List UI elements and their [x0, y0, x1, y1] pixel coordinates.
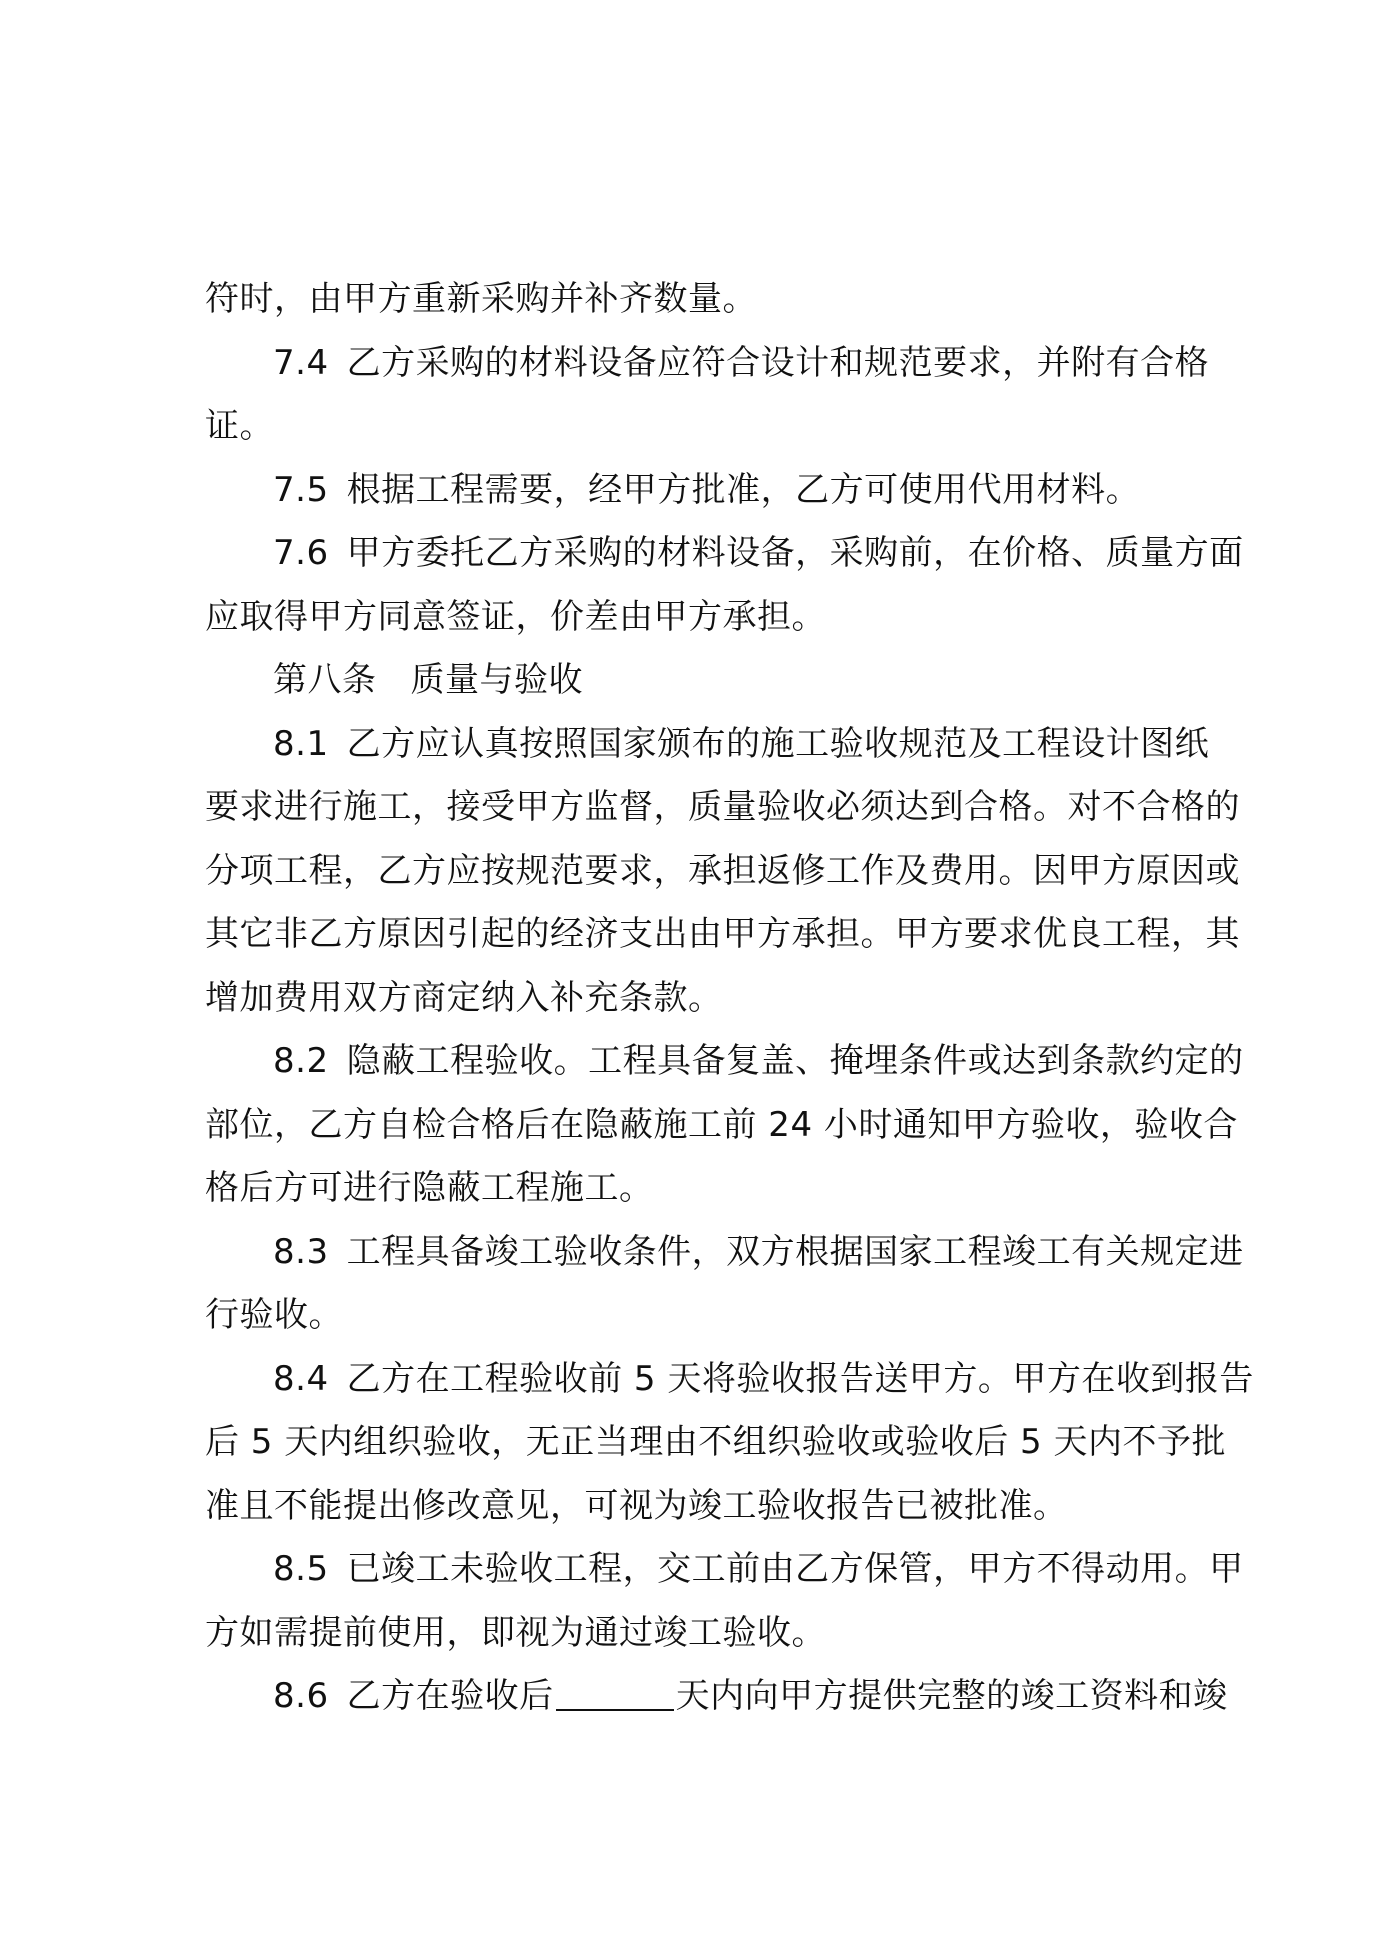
clause-8-2: 8.2 隐蔽工程验收。工程具备复盖、掩埋条件或达到条款约定的: [273, 1041, 1244, 1081]
fill-in-blank: [556, 1675, 674, 1711]
article-number: 第八条: [273, 660, 377, 700]
document-page: [205, 268, 1254, 1729]
article-8-heading: [205, 649, 1190, 713]
text-line: 准且不能提出修改意见，可视为竣工验收报告已被批准。: [205, 1485, 1068, 1526]
text-line: 符时，由甲方重新采购并补齐数量。: [205, 279, 757, 319]
clause-number: 8.3: [273, 1231, 329, 1272]
text-line: 格后方可进行隐蔽工程施工。: [205, 1168, 654, 1208]
clause-number: 7.4: [273, 342, 329, 383]
clause-7-5: 7.5 根据工程需要，经甲方批准，乙方可使用代用材料。: [273, 469, 1141, 510]
text-line: 增加费用双方商定纳入补充条款。: [205, 977, 723, 1018]
text-line: 应取得甲方同意签证，价差由甲方承担。: [205, 596, 826, 637]
clause-number: 8.5: [273, 1549, 329, 1589]
text-line: 分项工程，乙方应按规范要求，承担返修工作及费用。因甲方原因或: [205, 850, 1240, 891]
text-line: 部位，乙方自检合格后在隐蔽施工前 24 小时通知甲方验收，验收合: [205, 1104, 1238, 1145]
clause-8-4: 8.4 乙方在工程验收前 5 天将验收报告送甲方。甲方在收到报告: [273, 1358, 1254, 1399]
text-line: 行验收。: [205, 1295, 343, 1335]
clause-number: 8.2: [273, 1041, 329, 1081]
clause-number: 7.6: [273, 533, 329, 573]
clause-number: 8.1: [273, 723, 329, 764]
text-line: 要求进行施工，接受甲方监督，质量验收必须达到合格。对不合格的: [205, 787, 1240, 827]
clause-number: 7.5: [273, 469, 329, 510]
clause-8-6: 8.6 乙方在验收后 天内向甲方提供完整的竣工资料和竣: [273, 1676, 1228, 1716]
clause-7-4: 7.4 乙方采购的材料设备应符合设计和规范要求，并附有合格: [273, 342, 1210, 383]
text-line: 后 5 天内组织验收，无正当理由不组织验收或验收后 5 天内不予批: [205, 1422, 1226, 1462]
clause-7-6: 7.6 甲方委托乙方采购的材料设备，采购前，在价格、质量方面: [273, 533, 1244, 573]
clause-8-3: 8.3 工程具备竣工验收条件，双方根据国家工程竣工有关规定进: [273, 1231, 1244, 1272]
text-line: 方如需提前使用，即视为通过竣工验收。: [205, 1612, 826, 1653]
clause-number: 8.6: [273, 1676, 329, 1716]
clause-8-1: 8.1 乙方应认真按照国家颁布的施工验收规范及工程设计图纸: [273, 723, 1210, 764]
text-line: 其它非乙方原因引起的经济支出由甲方承担。甲方要求优良工程，其: [205, 914, 1240, 954]
article-title: 质量与验收: [410, 660, 583, 700]
clause-number: 8.4: [273, 1358, 329, 1399]
text-line: 证。: [205, 406, 274, 446]
clause-8-5: 8.5 已竣工未验收工程，交工前由乙方保管，甲方不得动用。甲: [273, 1549, 1244, 1589]
